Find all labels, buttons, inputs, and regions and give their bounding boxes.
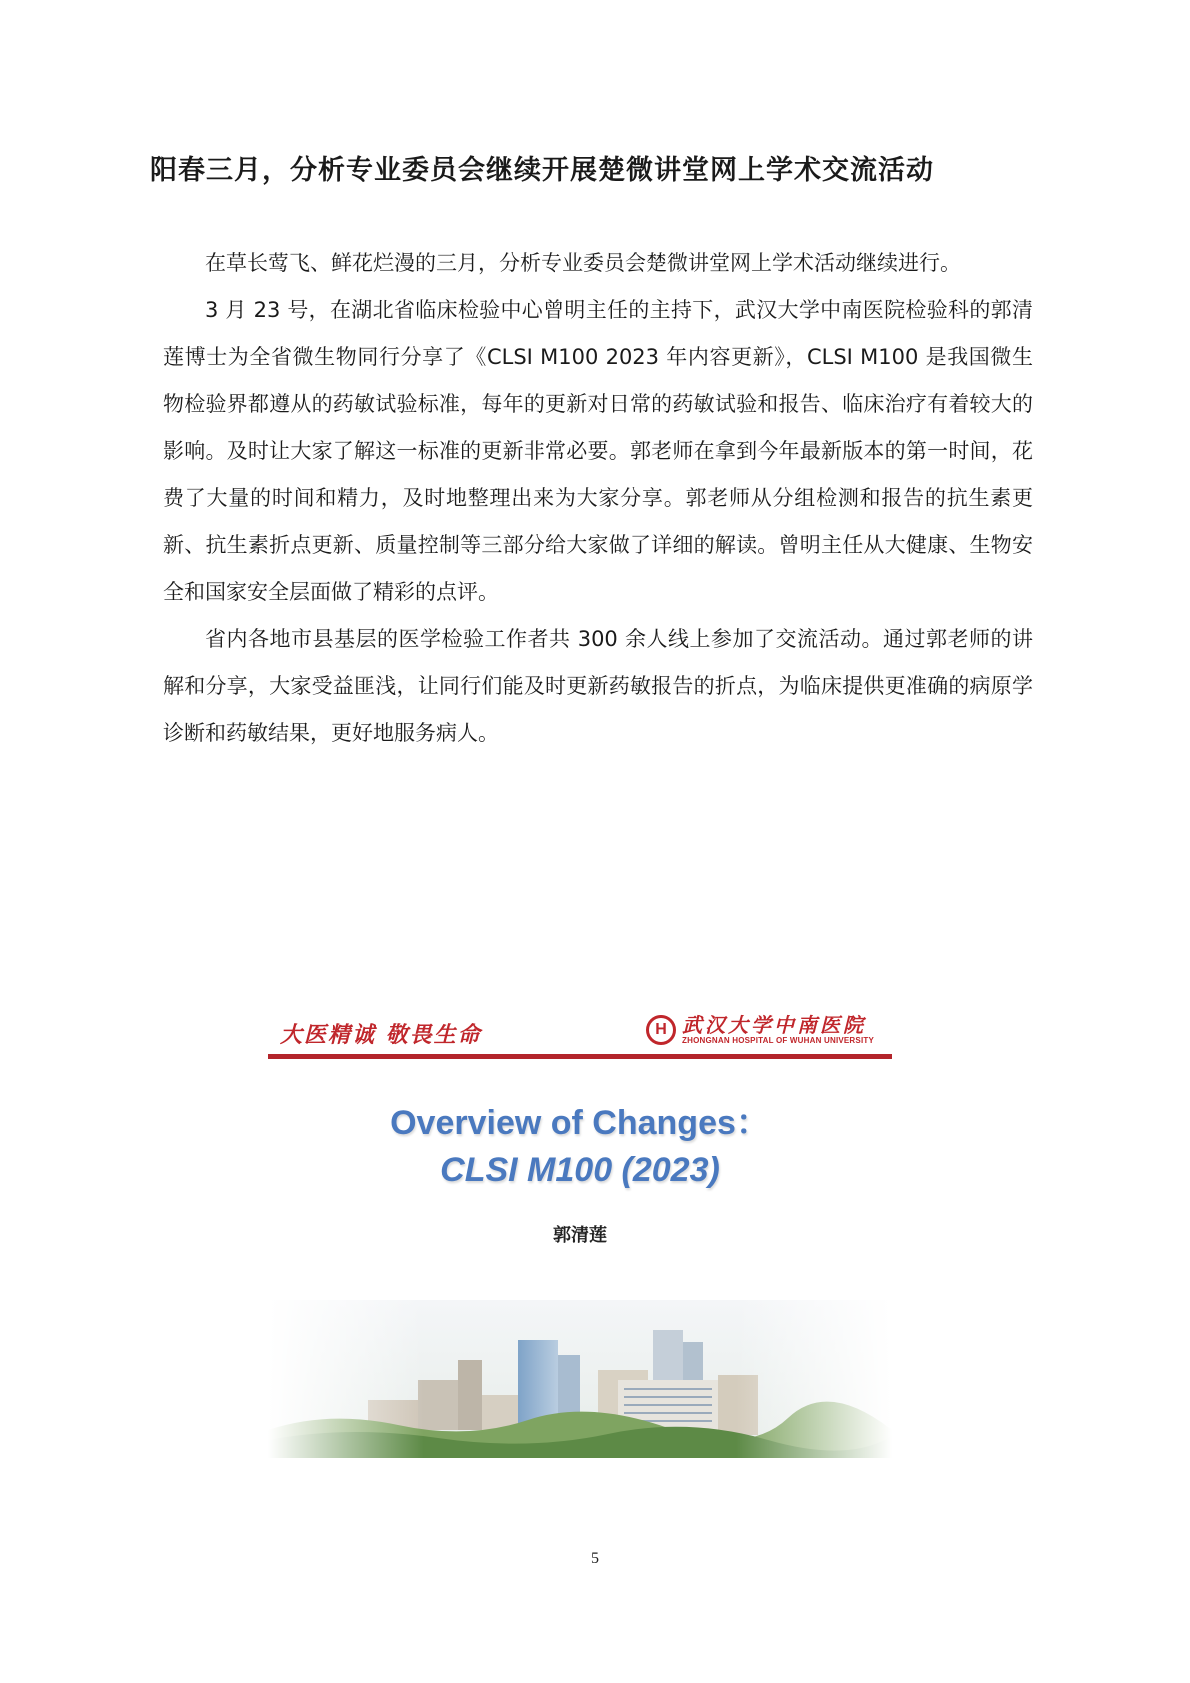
article-title: 阳春三月，分析专业委员会继续开展楚微讲堂网上学术交流活动	[150, 155, 934, 186]
hospital-buildings-photo	[268, 1300, 892, 1458]
slide-heading	[268, 1100, 892, 1194]
presentation-slide-image	[268, 1000, 892, 1460]
article-paragraph: 在草长莺飞、鲜花烂漫的三月，分析专业委员会楚微讲堂网上学术活动继续进行。	[205, 251, 961, 275]
slide-heading-line1: Overview of Changes：	[390, 1104, 770, 1142]
slide-divider	[268, 1054, 892, 1059]
article-body	[163, 240, 1033, 757]
hospital-logo-icon: H	[646, 1015, 676, 1045]
slide-author: 郭清莲	[553, 1225, 607, 1246]
page-number: 5	[591, 1550, 599, 1567]
hospital-logo	[646, 1014, 874, 1045]
slide-heading-line2: CLSI M100 (2023)	[440, 1151, 720, 1189]
hospital-name-cn: 武汉大学中南医院	[682, 1013, 866, 1037]
article-paragraph: 3 月 23 号，在湖北省临床检验中心曾明主任的主持下，武汉大学中南医院检验科的郭清莲博士为全省微生物同行分享了《CLSI M100 2023 年内容更新》，CLSI M100 是我国微生物检验界都遵从的药敏试验标准，每年的更新对日常的药敏试验和报告、临床治疗有着较大的影响。及时让大家了解这一标准的更新非常必要。郭老师在拿到今年最新版本的第一时间，花费了大量的时间和精力，及时地整理出来为大家分享。郭老师从分组检测和报告的抗生素更新、抗生素折点更新、质量控制等三部分给大家做了详细的解读。曾明主任从大健康、生物安全和国家安全层面做了精彩的点评。	[163, 298, 1033, 604]
slide-motto: 大医精诚 敬畏生命	[280, 1022, 482, 1048]
hospital-name-en: ZHONGNAN HOSPITAL OF WUHAN UNIVERSITY	[682, 1036, 874, 1045]
article-paragraph: 省内各地市县基层的医学检验工作者共 300 余人线上参加了交流活动。通过郭老师的讲解和分享，大家受益匪浅，让同行们能及时更新药敏报告的折点，为临床提供更准确的病原学诊断和药敏结果，更好地服务病人。	[163, 627, 1033, 745]
